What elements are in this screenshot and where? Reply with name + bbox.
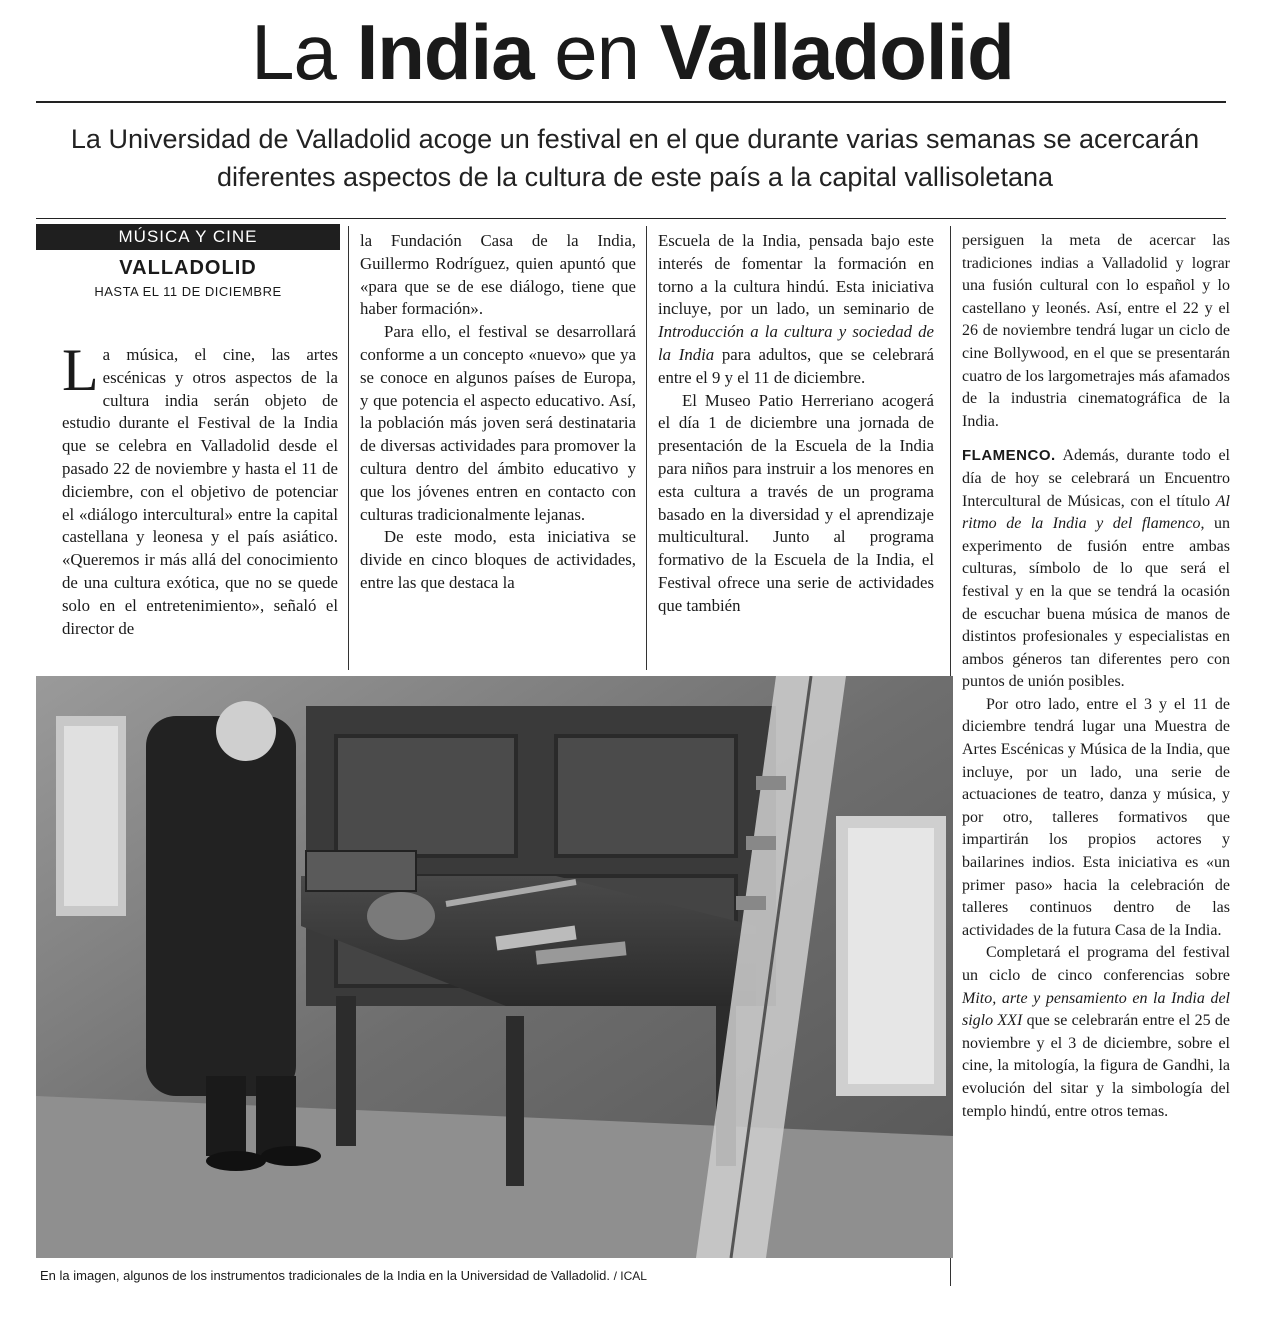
column-text: Completará el programa del festival un ciclo de cinco conferencias sobre: [962, 944, 1230, 984]
column-text: Además, durante todo el día de hoy se celebrará un Encuentro Intercultural de Músicas, con el título: [962, 447, 1230, 510]
column-text: Para ello, el festival se desarrollará conforme a un concepto «nuevo» que ya se conoce en algunos países de Europa, y que potencia el aspecto educativo. Así, la población más joven será destinataria de diversas actividades para promover la cultura dentro del ámbito educativo y que los jóvenes entren en contacto con culturas tradicionalmente lejanas.: [360, 322, 636, 524]
conference-title: Mito, arte y pensamiento en la India del siglo XXI: [962, 989, 1230, 1030]
photo-credit: / ICAL: [613, 1269, 647, 1283]
column-text: Por otro lado, entre el 3 y el 11 de diciembre tendrá lugar una Muestra de Artes Escénicas y Música de la India, que incluye, por un lado, una serie de actuaciones de teatro, danza y música, y por otro, talleres formativos que impartirán los propios actores y bailarines indios. Esta iniciativa es «un primer paso» hacia la celebración de talleres continuos dentro de las actividades de la futura Casa de la India.: [962, 695, 1230, 939]
concert-title: Al ritmo de la India y del flamenco: [962, 492, 1230, 533]
column-divider: [348, 226, 349, 670]
article-column-4: [962, 230, 1230, 1123]
article-column-2: [360, 230, 636, 595]
column-text: a música, el cine, las artes escénicas y otros aspectos de la cultura india serán objeto de estudio durante el Festival de la India que se celebra en Valladolid desde el pasado 22 de noviembre y hasta el 11 de diciembre, con el objetivo de potenciar el «diálogo intercultural» entre la capital castellana y leonesa y el país asiático. «Queremos ir más allá del conocimiento de una cultura exótica, que no se quede solo en el entretenimiento», señaló el director de: [62, 345, 338, 638]
column-text: la Fundación Casa de la India, Guillermo Rodríguez, quien apuntó que «para que se de ese diálogo, tiene que haber formación».: [360, 231, 636, 319]
column-text: persiguen la meta de acercar las tradiciones indias a Valladolid y lograr una fusión cultural con lo español y lo castellano y leonés. Así, entre el 22 y el 26 de noviembre tendrá lugar un ciclo de cine Bollywood, en el que se presentarán cuatro de los largometrajes más afamados de la industria cinematográfica de la India.: [962, 232, 1230, 430]
column-text: El Museo Patio Herreriano acogerá el día 1 de diciembre una jornada de presentación de la Escuela de la India para niños para instruir a los menores en esta cultura a través de un programa basado en la diversidad y el aprendizaje multicultural. Junto al programa formativo de la Escuela de la India, el Festival ofrece una serie de actividades que también: [658, 390, 934, 615]
subheadline: La Universidad de Valladolid acoge un festival en el que durante varias semanas se acercarán diferentes aspectos de la cultura de este país a la capital vallisoletana: [70, 124, 1200, 192]
seminar-title: Introducción a la cultura y sociedad de la India: [658, 322, 934, 364]
headline-rule: [36, 101, 1226, 103]
caption-text: En la imagen, algunos de los instrumentos tradicionales de la India en la Universidad de Valladolid.: [40, 1268, 610, 1283]
kicker: FLAMENCO.: [962, 447, 1056, 465]
article-column-1: [62, 337, 338, 640]
dateline-dates: HASTA EL 11 DE DICIEMBRE: [94, 284, 282, 299]
headline-word: La: [251, 8, 336, 96]
article-column-3: [658, 230, 934, 618]
drop-cap: L: [62, 337, 99, 403]
column-text: para adultos, que se celebrará entre el 9 y el 11 de diciembre.: [658, 344, 935, 387]
harmonium: [306, 851, 416, 891]
column-text: que se celebrarán entre el 25 de noviembre y el 3 de diciembre, sobre el cine, la mitología, la figura de Gandhi, la evolución del sitar y la simbología del templo hindú, entre otros temas.: [962, 1012, 1230, 1120]
headline: [0, 8, 1265, 96]
headline-word: India: [356, 8, 534, 96]
photo-illustration: [36, 676, 953, 1258]
column-text: De este modo, esta iniciativa se divide en cinco bloques de actividades, entre las que destaca la: [360, 527, 636, 592]
article-photo: [36, 676, 953, 1258]
section-label: MÚSICA Y CINE: [36, 224, 340, 250]
headline-word: en: [554, 8, 640, 96]
drum-bowl: [367, 892, 435, 940]
column-text: , un experimento de fusión entre ambas culturas, símbolo de lo que será el festival y en la que se tendrá la ocasión de escuchar buena música de manos de distintos profesionales y especialistas en ambos géneros tan diferentes pero con puntos de unión posibles.: [962, 515, 1230, 691]
photo-caption: [40, 1267, 940, 1285]
column-text: Escuela de la India, pensada bajo este interés de fomentar la formación en torno a la cultura hindú. Esta iniciativa incluye, por un lado, un seminario de: [658, 231, 934, 319]
section-rule: [36, 218, 1226, 219]
headline-word: Valladolid: [659, 8, 1014, 96]
person-figure: [146, 716, 296, 1096]
dateline-city: VALLADOLID: [119, 257, 257, 279]
column-divider: [646, 226, 647, 670]
